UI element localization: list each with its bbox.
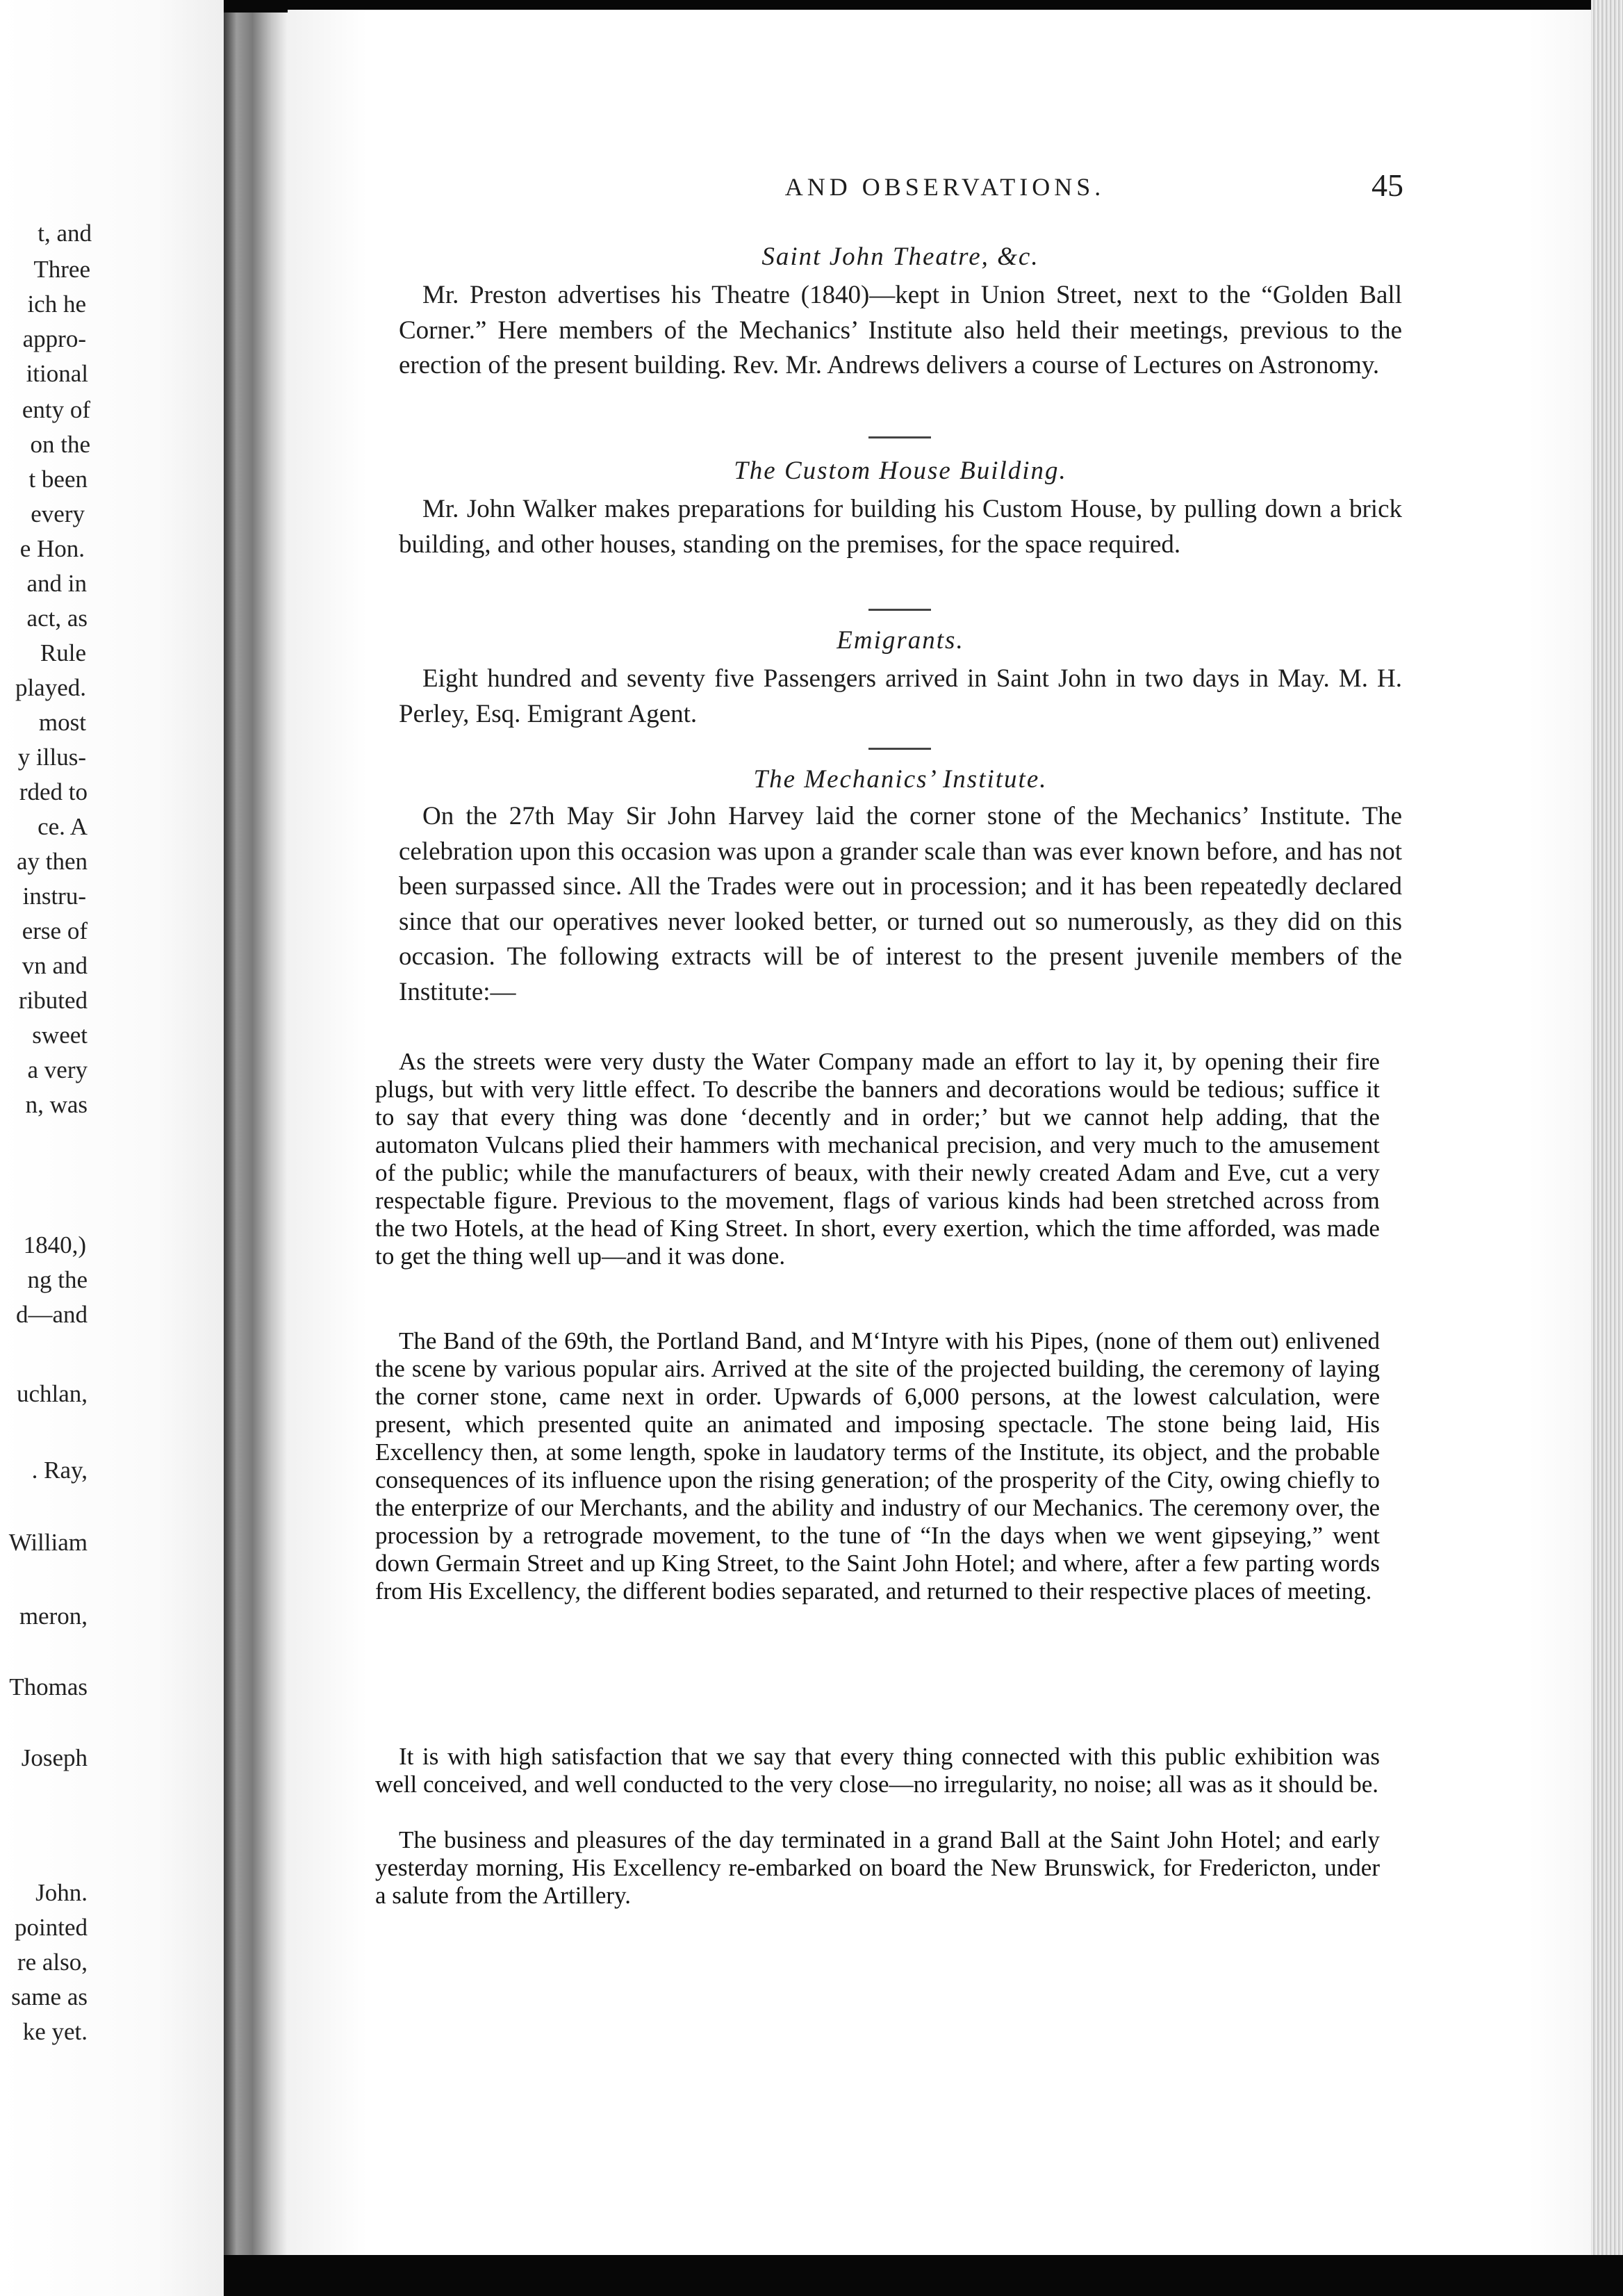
left-line: played.	[15, 674, 86, 701]
section-heading-emigrants: Emigrants.	[837, 626, 964, 655]
quote-paragraph: It is with high satisfaction that we say that every thing connected with this public exhibition was well conceived, and well conducted to the very close—no irregularity, no noise; all was as it should be.	[375, 1743, 1380, 1798]
section-text-theatre: Mr. Preston advertises his Theatre (1840)—kept in Union Street, next to the “Golden Ball Corner.” Here members of the Mechanics’ Institute also held their meetings, previous to the erection of the present building. Rev. Mr. Andrews delivers a course of Lectures on Astronomy.	[399, 281, 1402, 379]
left-line: sweet	[32, 1022, 88, 1049]
left-line: appro-	[22, 325, 86, 352]
left-line: every	[31, 500, 85, 527]
left-line: meron,	[19, 1602, 88, 1630]
section-heading-theatre: Saint John Theatre, &c.	[761, 243, 1039, 271]
left-line: n, was	[25, 1091, 88, 1118]
left-line: 1840,)	[23, 1231, 86, 1258]
left-page-fragment	[0, 0, 224, 2296]
left-line: d—and	[15, 1301, 88, 1328]
quote-paragraph: As the streets were very dusty the Water Company made an effort to lay it, by opening their fire plugs, but with very little effect. To describe the banners and decorations would be tedious; suffice it to say that every thing was done ‘decently and in order;’ but we cannot help adding, that the automaton Vulcans plied their hammers with mechanical precision, and very much to the amusement of the public; while the manufacturers of beaux, with their newly created Adam and Eve, cut a very respectable figure. Previous to the movement, flags of various kinds had been stretched across from the two Hotels, at the head of King Street. In short, every exertion, which the time afforded, was made to get the thing well up—and it was done.	[375, 1048, 1380, 1270]
left-line: instru-	[22, 883, 86, 910]
left-line: rded to	[19, 778, 88, 805]
book-gutter	[224, 0, 288, 2296]
left-line: enty of	[22, 396, 90, 423]
left-line: ributed	[18, 987, 88, 1014]
left-line: uchlan,	[16, 1380, 88, 1407]
section-text-custom-house: Mr. John Walker makes preparations for building his Custom House, by pulling down a brick building, and other houses, standing on the premises, for the space required.	[399, 495, 1402, 559]
left-line: Rule	[40, 639, 86, 666]
page-number: 45	[1371, 167, 1403, 203]
page-stack-edge	[1591, 0, 1623, 2296]
left-line: . Ray,	[31, 1457, 88, 1484]
left-line: Joseph	[21, 1744, 88, 1771]
left-line: and in	[26, 570, 87, 597]
left-line: on the	[30, 431, 90, 458]
section-heading-mechanics-institute: The Mechanics’ Institute.	[753, 765, 1048, 794]
left-line: act, as	[26, 605, 88, 632]
left-line: ce. A	[38, 813, 88, 840]
left-line: Three	[33, 256, 90, 283]
left-line: same as	[11, 1983, 88, 2010]
left-line: ich he	[27, 290, 86, 318]
quote-paragraph: The Band of the 69th, the Portland Band, and M‘Intyre with his Pipes, (none of them out) enlivened the scene by various popular airs. Arrived at the site of the projected building, the ceremony of laying the corner stone, came next in order. Upwards of 6,000 persons, at the lowest calculation, were present, which presented quite an animated and imposing spectacle. The stone being laid, His Excellency then, at some length, spoke in laudatory terms of the Institute, its object, and the probable consequences of its influence upon the rising generation; of the prosperity of the City, owing chiefly to the enterprize of our Merchants, and the ability and industry of our Mechanics. The ceremony over, the procession by a retrograde movement, to the tune of “In the days when we went gipseying,” went down Germain Street and up King Street, to the Saint John Hotel; and where, after a few parting words from His Excellency, the different bodies separated, and returned to their respective places of meeting.	[375, 1327, 1380, 1605]
left-line: Thomas	[9, 1673, 88, 1700]
section-text-mechanics-institute: On the 27th May Sir John Harvey laid the corner stone of the Mechanics’ Institute. The celebration upon this occasion was upon a grander scale than was ever known before, and has not been surpassed since. All the Trades were out in procession; and it has been repeatedly declared since that our operatives never looked better, or turned out so numerously, as they did on this occasion. The following extracts will be of interest to the present juvenile members of the Institute:—	[399, 802, 1402, 1006]
section-rule	[868, 609, 931, 611]
left-line: itional	[26, 360, 88, 387]
left-line: a very	[27, 1056, 88, 1083]
running-head: AND OBSERVATIONS.	[784, 173, 1105, 201]
left-line: erse of	[22, 917, 88, 944]
quote-paragraph: The business and pleasures of the day terminated in a grand Ball at the Saint John Hotel; and early yesterday morning, His Excellency re-embarked on board the New Brunswick, for Fredericton, under a salute from the Artillery.	[375, 1826, 1380, 1909]
section-text-emigrants: Eight hundred and seventy five Passengers arrived in Saint John in two days in May. M. H. Perley, Esq. Emigrant Agent.	[399, 664, 1402, 728]
left-line: re also,	[17, 1949, 88, 1976]
left-line: John.	[35, 1879, 88, 1906]
section-heading-custom-house: The Custom House Building.	[734, 457, 1067, 485]
left-line: t been	[28, 466, 88, 493]
left-line: e Hon.	[19, 535, 85, 562]
left-line: ay then	[16, 848, 88, 875]
section-rule	[868, 436, 931, 438]
left-line: ke yet.	[22, 2018, 88, 2045]
left-line: ng the	[27, 1266, 88, 1293]
left-line: vn and	[22, 952, 88, 979]
section-rule	[868, 748, 931, 750]
bottom-shadow	[224, 2255, 1623, 2296]
left-line: William	[8, 1529, 88, 1556]
left-line: pointed	[15, 1914, 88, 1941]
left-line: most	[38, 709, 86, 736]
left-line: t, and	[38, 220, 92, 247]
left-line: y illus-	[17, 744, 86, 771]
